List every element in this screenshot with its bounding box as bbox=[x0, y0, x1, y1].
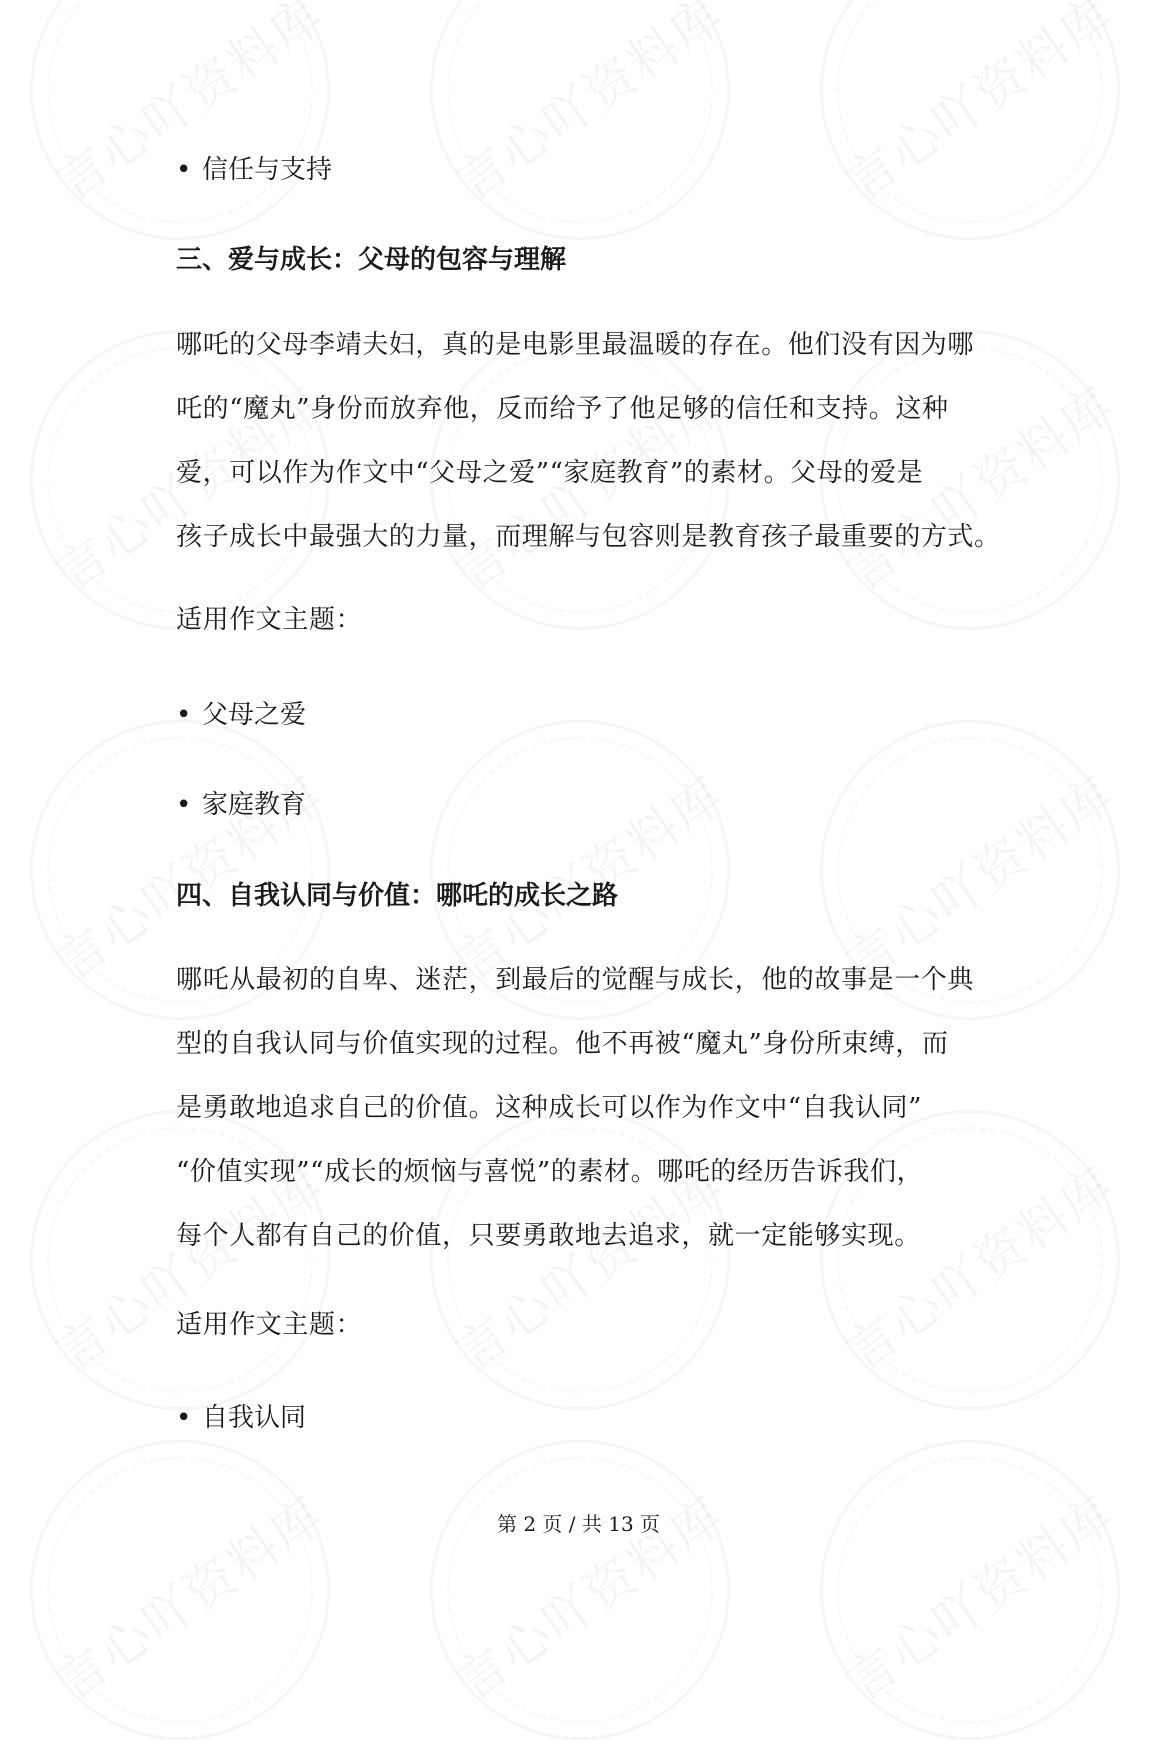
watermark-stamp bbox=[820, 1440, 1120, 1740]
topics-label: 适用作文主题： bbox=[176, 1310, 363, 1340]
bullet-icon: • bbox=[176, 790, 192, 820]
paragraph-line: 孩子成长中最强大的力量，而理解与包容则是教育孩子最重要的方式。 bbox=[176, 522, 1001, 552]
bullet-icon: • bbox=[176, 1403, 192, 1433]
paragraph-line: 型的自我认同与价值实现的过程。他不再被“魔丸”身份所束缚，而 bbox=[176, 1029, 949, 1059]
list-item-text: 自我认同 bbox=[202, 1403, 307, 1433]
paragraph-line: 吒的“魔丸”身份而放弃他，反而给予了他足够的信任和支持。这种 bbox=[176, 394, 949, 424]
list-item bbox=[176, 150, 332, 190]
list-item bbox=[176, 1398, 306, 1438]
paragraph-line: 是勇敢地追求自己的价值。这种成长可以作为作文中“自我认同” bbox=[176, 1093, 922, 1123]
watermark-text bbox=[439, 0, 726, 215]
paragraph-line: 爱，可以作为作文中“父母之爱”“家庭教育”的素材。父母的爱是 bbox=[176, 458, 924, 488]
list-item bbox=[176, 695, 306, 735]
watermark-stamp bbox=[430, 1440, 730, 1740]
watermark-text bbox=[829, 0, 1116, 215]
paragraph-line: 每个人都有自己的价值，只要勇敢地去追求，就一定能够实现。 bbox=[176, 1221, 921, 1251]
section-heading-3: 三、爱与成长：父母的包容与理解 bbox=[176, 245, 567, 275]
paragraph-line: 哪吒的父母李靖夫妇，真的是电影里最温暖的存在。他们没有因为哪 bbox=[176, 330, 975, 360]
watermark-stamp bbox=[430, 0, 730, 240]
list-item-text: 信任与支持 bbox=[202, 155, 333, 185]
list-item bbox=[176, 785, 306, 825]
watermark-stamp bbox=[30, 0, 333, 240]
list-item-text: 家庭教育 bbox=[202, 790, 307, 820]
bullet-icon: • bbox=[176, 155, 192, 185]
paragraph-line: 哪吒从最初的自卑、迷茫，到最后的觉醒与成长，他的故事是一个典 bbox=[176, 965, 975, 995]
bullet-icon: • bbox=[176, 700, 192, 730]
watermark-stamp bbox=[30, 1440, 330, 1740]
topics-label: 适用作文主题： bbox=[176, 605, 363, 635]
section-heading-4: 四、自我认同与价值：哪吒的成长之路 bbox=[176, 881, 619, 911]
page-number: 第 2 页 / 共 13 页 bbox=[496, 1512, 661, 1536]
paragraph-line: “价值实现”“成长的烦恼与喜悦”的素材。哪吒的经历告诉我们， bbox=[176, 1157, 924, 1187]
watermark-stamp bbox=[820, 0, 1120, 240]
list-item-text: 父母之爱 bbox=[202, 700, 307, 730]
